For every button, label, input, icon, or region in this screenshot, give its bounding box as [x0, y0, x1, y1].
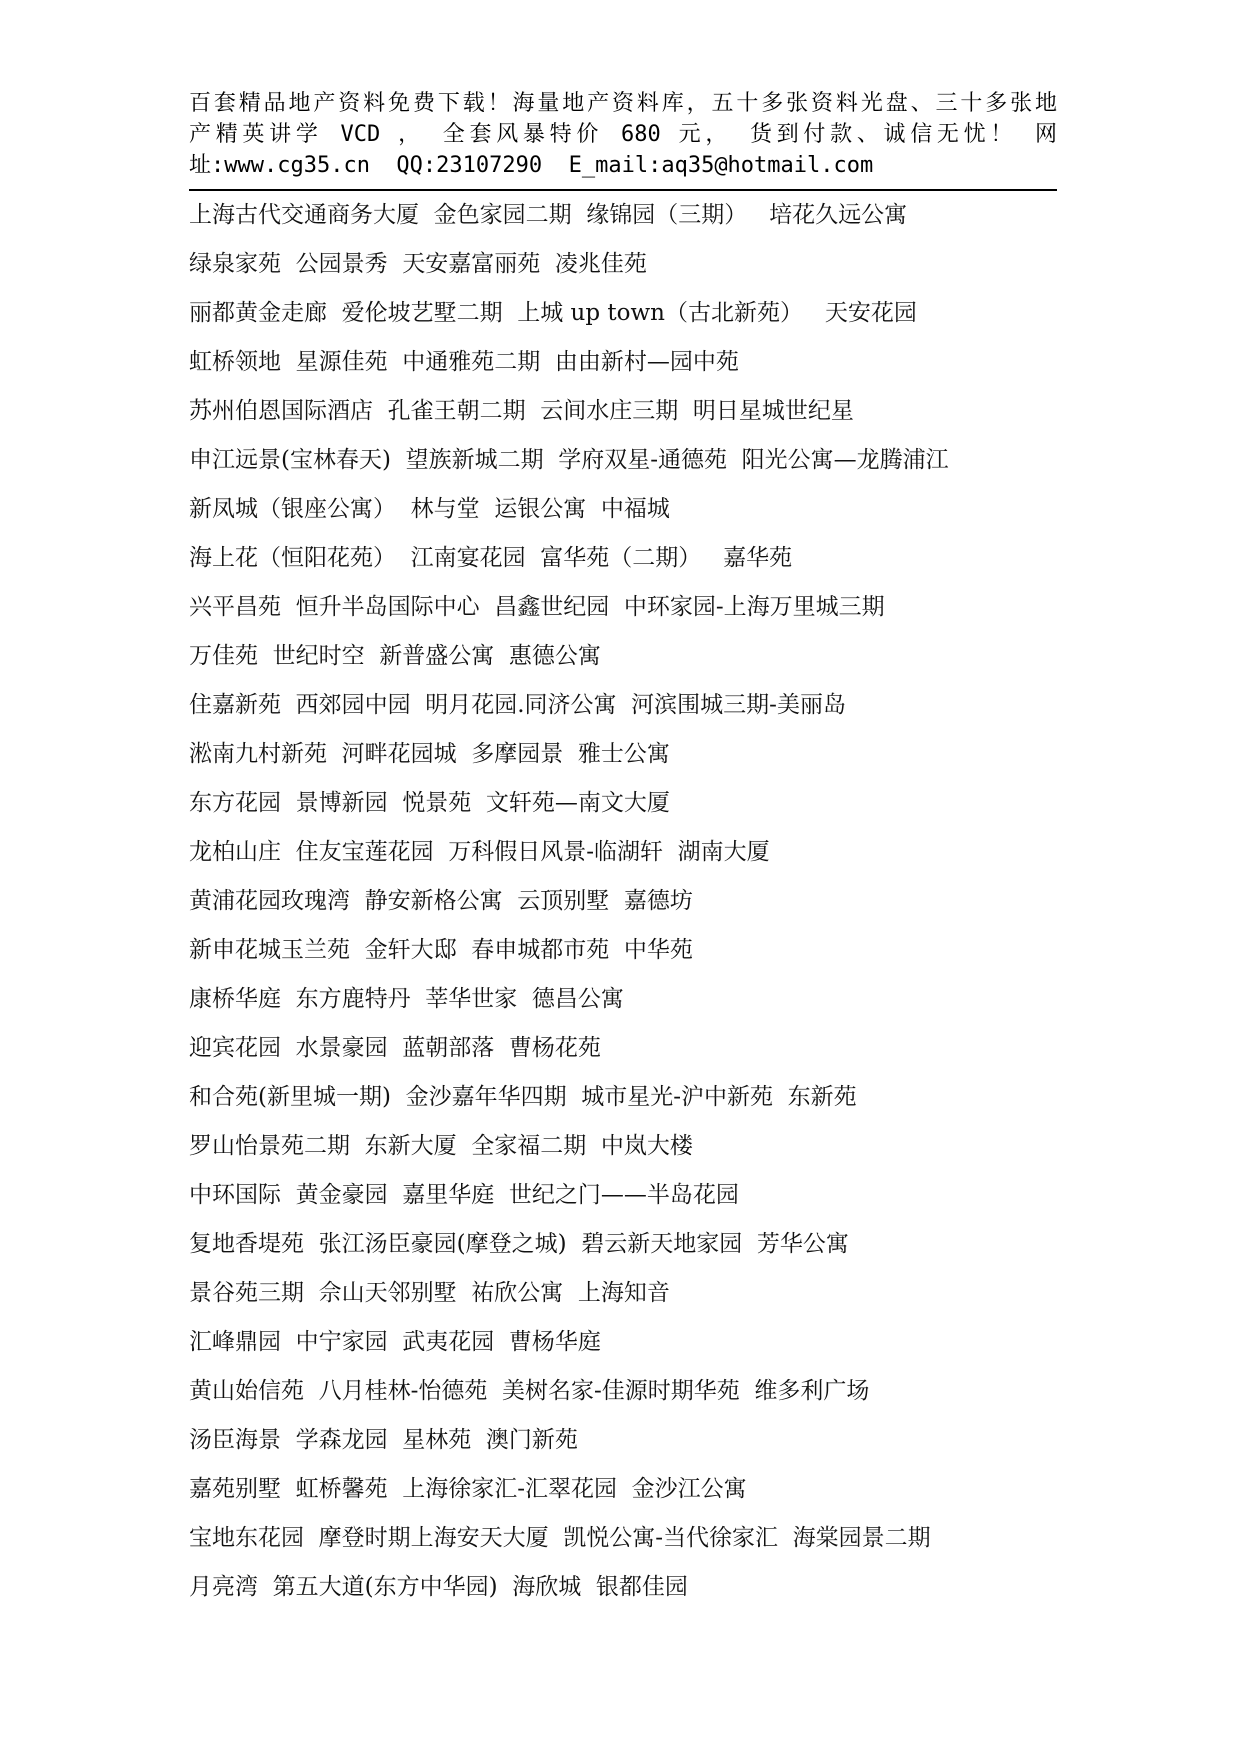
list-item: 中环国际 黄金豪园 嘉里华庭 世纪之门——半岛花园 — [189, 1182, 739, 1208]
list-item: 海上花（恒阳花苑） 江南宴花园 富华苑（二期） 嘉华苑 — [189, 545, 793, 571]
list-item: 迎宾花园 水景豪园 蓝朝部落 曹杨花苑 — [189, 1035, 601, 1061]
list-item: 汇峰鼎园 中宁家园 武夷花园 曹杨华庭 — [189, 1329, 601, 1355]
list-item: 申江远景(宝林春天) 望族新城二期 学府双星-通德苑 阳光公寓—龙腾浦江 — [189, 447, 949, 473]
list-item: 虹桥领地 星源佳苑 中通雅苑二期 由由新村—园中苑 — [189, 349, 739, 375]
property-list — [189, 196, 1089, 1617]
list-item: 康桥华庭 东方鹿特丹 莘华世家 德昌公寓 — [189, 986, 624, 1012]
page-header — [189, 88, 1057, 181]
header-divider — [189, 189, 1057, 191]
list-item: 景谷苑三期 佘山天邻别墅 祐欣公寓 上海知音 — [189, 1280, 670, 1306]
list-item: 龙柏山庄 住友宝莲花园 万科假日风景-临湖轩 湖南大厦 — [189, 839, 770, 865]
list-item: 万佳苑 世纪时空 新普盛公寓 惠德公寓 — [189, 643, 601, 669]
list-item: 黄浦花园玫瑰湾 静安新格公寓 云顶别墅 嘉德坊 — [189, 888, 693, 914]
header-line-2: 产精英讲学 VCD ， 全套风暴特价 680 元， 货到付款、诚信无忧！ 网 — [189, 122, 1057, 147]
list-item: 和合苑(新里城一期) 金沙嘉年华四期 城市星光-沪中新苑 东新苑 — [189, 1084, 857, 1110]
list-item: 宝地东花园 摩登时期上海安天大厦 凯悦公寓-当代徐家汇 海棠园景二期 — [189, 1525, 931, 1551]
list-item: 苏州伯恩国际酒店 孔雀王朝二期 云间水庄三期 明日星城世纪星 — [189, 398, 854, 424]
list-item: 上海古代交通商务大厦 金色家园二期 缘锦园（三期） 培花久远公寓 — [189, 202, 908, 228]
list-item: 新凤城（银座公寓） 林与堂 运银公寓 中福城 — [189, 496, 670, 522]
list-item: 新申花城玉兰苑 金轩大邸 春申城都市苑 中华苑 — [189, 937, 693, 963]
header-line-1: 百套精品地产资料免费下载！海量地产资料库，五十多张资料光盘、三十多张地 — [189, 91, 1057, 116]
list-item: 丽都黄金走廊 爱伦坡艺墅二期 上城 up town（古北新苑） 天安花园 — [189, 300, 917, 326]
list-item: 汤臣海景 学森龙园 星林苑 澳门新苑 — [189, 1427, 578, 1453]
list-item: 月亮湾 第五大道(东方中华园) 海欣城 银都佳园 — [189, 1574, 688, 1600]
list-item: 东方花园 景博新园 悦景苑 文轩苑—南文大厦 — [189, 790, 670, 816]
list-item: 复地香堤苑 张江汤臣豪园(摩登之城) 碧云新天地家园 芳华公寓 — [189, 1231, 849, 1257]
list-item: 嘉苑别墅 虹桥馨苑 上海徐家汇-汇翠花园 金沙江公寓 — [189, 1476, 747, 1502]
list-item: 住嘉新苑 西郊园中园 明月花园.同济公寓 河滨围城三期-美丽岛 — [189, 692, 846, 718]
list-item: 淞南九村新苑 河畔花园城 多摩园景 雅士公寓 — [189, 741, 670, 767]
list-item: 绿泉家苑 公园景秀 天安嘉富丽苑 凌兆佳苑 — [189, 251, 647, 277]
list-item: 罗山怡景苑二期 东新大厦 全家福二期 中岚大楼 — [189, 1133, 693, 1159]
list-item: 黄山始信苑 八月桂林-怡德苑 美树名家-佳源时期华苑 维多利广场 — [189, 1378, 870, 1404]
header-line-3: 址:www.cg35.cn QQ:23107290 E_mail:aq35@hotmail.com — [189, 153, 874, 178]
list-item: 兴平昌苑 恒升半岛国际中心 昌鑫世纪园 中环家园-上海万里城三期 — [189, 594, 885, 620]
